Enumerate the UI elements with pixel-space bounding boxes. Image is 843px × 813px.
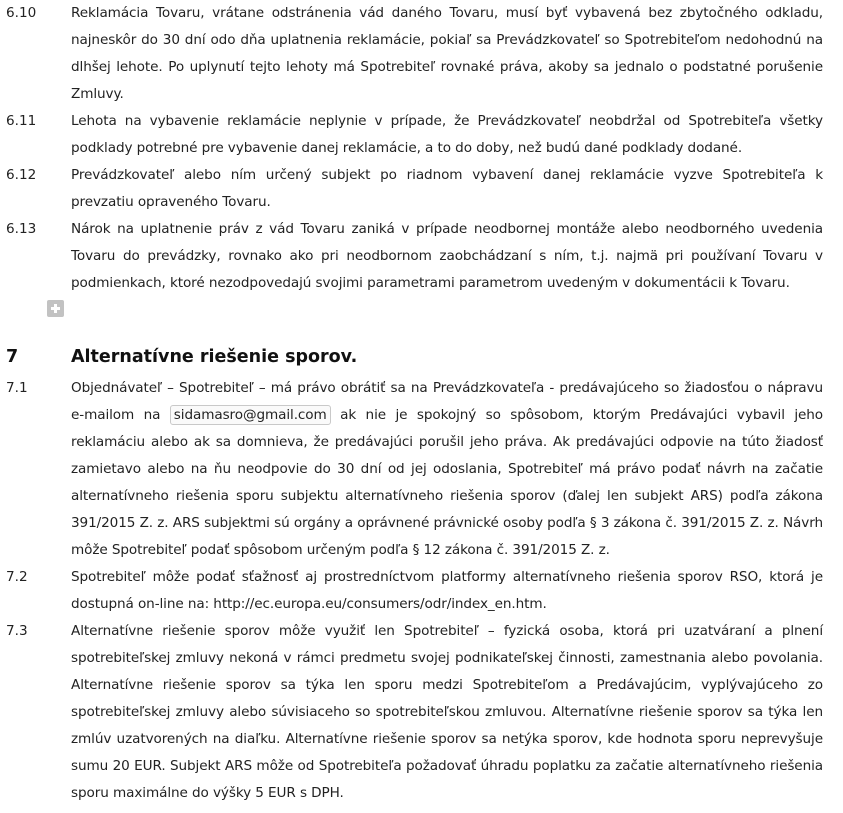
clause-text: Spotrebiteľ môže podať sťažnosť aj prostredníctvom platformy alternatívneho riešenia sporov RSO, ktorá je dostupná on-line na: http://ec.europa.eu/consumers/odr/index_en.htm.: [71, 569, 823, 612]
clause-text-before: Objednávateľ – Spotrebiteľ – má právo obrátiť sa na Prevádzkovateľa - predávajúceho so žiadosťou o nápravu e-mailom na: [71, 380, 823, 423]
section-heading-number: 7: [6, 347, 19, 367]
clause-text: Reklamácia Tovaru, vrátane odstránenia vád daného Tovaru, musí byť vybavená bez zbytočného odkladu, najneskôr do 30 dní odo dňa uplatnenia reklamácie, pokiaľ sa Prevádzkovateľ so Spotrebiteľom nedohodnú na dlhšej lehote. Po uplynutí tejto lehoty má Spotrebiteľ rovnaké práva, akoby sa jednalo o podstatné porušenie Zmluvy.: [71, 5, 823, 102]
expand-plus-icon[interactable]: [47, 300, 64, 317]
section-heading-title: Alternatívne riešenie sporov.: [71, 347, 358, 367]
clause-number: 7.3: [6, 623, 28, 639]
email-link[interactable]: sidamasro@gmail.com: [170, 405, 331, 425]
clause-text: Alternatívne riešenie sporov môže využiť len Spotrebiteľ – fyzická osoba, ktorá pri uzatváraní a plnení spotrebiteľskej zmluvy nekoná v rámci predmetu svojej podnikateľskej činnosti, zamestnania alebo povolania. Alternatívne riešenie sporov sa týka len sporu medzi Spotrebiteľom a Predávajúcim, vyplývajúceho zo spotrebiteľskej zmluvy alebo súvisiaceho so spotrebiteľskou zmluvou. Alternatívne riešenie sporov sa týka len zmlúv uzatvorených na diaľku. Alternatívne riešenie sporov sa netýka sporov, kde hodnota sporu neprevyšuje sumu 20 EUR. Subjekt ARS môže od Spotrebiteľa požadovať úhradu poplatku za začatie alternatívneho riešenia sporu maximálne do výšky 5 EUR s DPH.: [71, 623, 823, 801]
clause-number: 6.11: [6, 113, 37, 129]
clause-number: 7.1: [6, 380, 28, 396]
clause-number: 7.2: [6, 569, 28, 585]
clause-number: 6.10: [6, 5, 37, 21]
clause-text: Lehota na vybavenie reklamácie neplynie v prípade, že Prevádzkovateľ neobdržal od Spotrebiteľa všetky podklady potrebné pre vybavenie danej reklamácie, a to do doby, než budú dané podklady dodané.: [71, 113, 823, 156]
clause-text: Prevádzkovateľ alebo ním určený subjekt po riadnom vybavení danej reklamácie vyzve Spotrebiteľa k prevzatiu opraveného Tovaru.: [71, 167, 823, 210]
clause-number: 6.13: [6, 221, 37, 237]
clause-number: 6.12: [6, 167, 37, 183]
clause-text: Nárok na uplatnenie práv z vád Tovaru zaniká v prípade neodbornej montáže alebo neodborného uvedenia Tovaru do prevádzky, rovnako ako pri neodbornom zaobchádzaní s ním, t.j. najmä pri používaní Tovaru v podmienkach, ktoré nezodpovedajú svojimi parametrami parametrom uvedeným v dokumentácii k Tovaru.: [71, 221, 823, 291]
clause-text-after: ak nie je spokojný so spôsobom, ktorým Predávajúci vybavil jeho reklamáciu alebo ak sa domnieva, že predávajúci porušil jeho práva. Ak predávajúci odpovie na túto žiadosť zamietavo alebo na ňu neodpovie do 30 dní od jej odoslania, Spotrebiteľ má právo podať návrh na začatie alternatívneho riešenia sporu subjektu alternatívneho riešenia sporov (ďalej len subjekt ARS) podľa zákona 391/2015 Z. z. ARS subjektmi sú orgány a oprávnené právnické osoby podľa § 3 zákona č. 391/2015 Z. z. Návrh môže Spotrebiteľ podať spôsobom určeným podľa § 12 zákona č. 391/2015 Z. z.: [71, 407, 823, 558]
clause-text: [71, 375, 823, 564]
